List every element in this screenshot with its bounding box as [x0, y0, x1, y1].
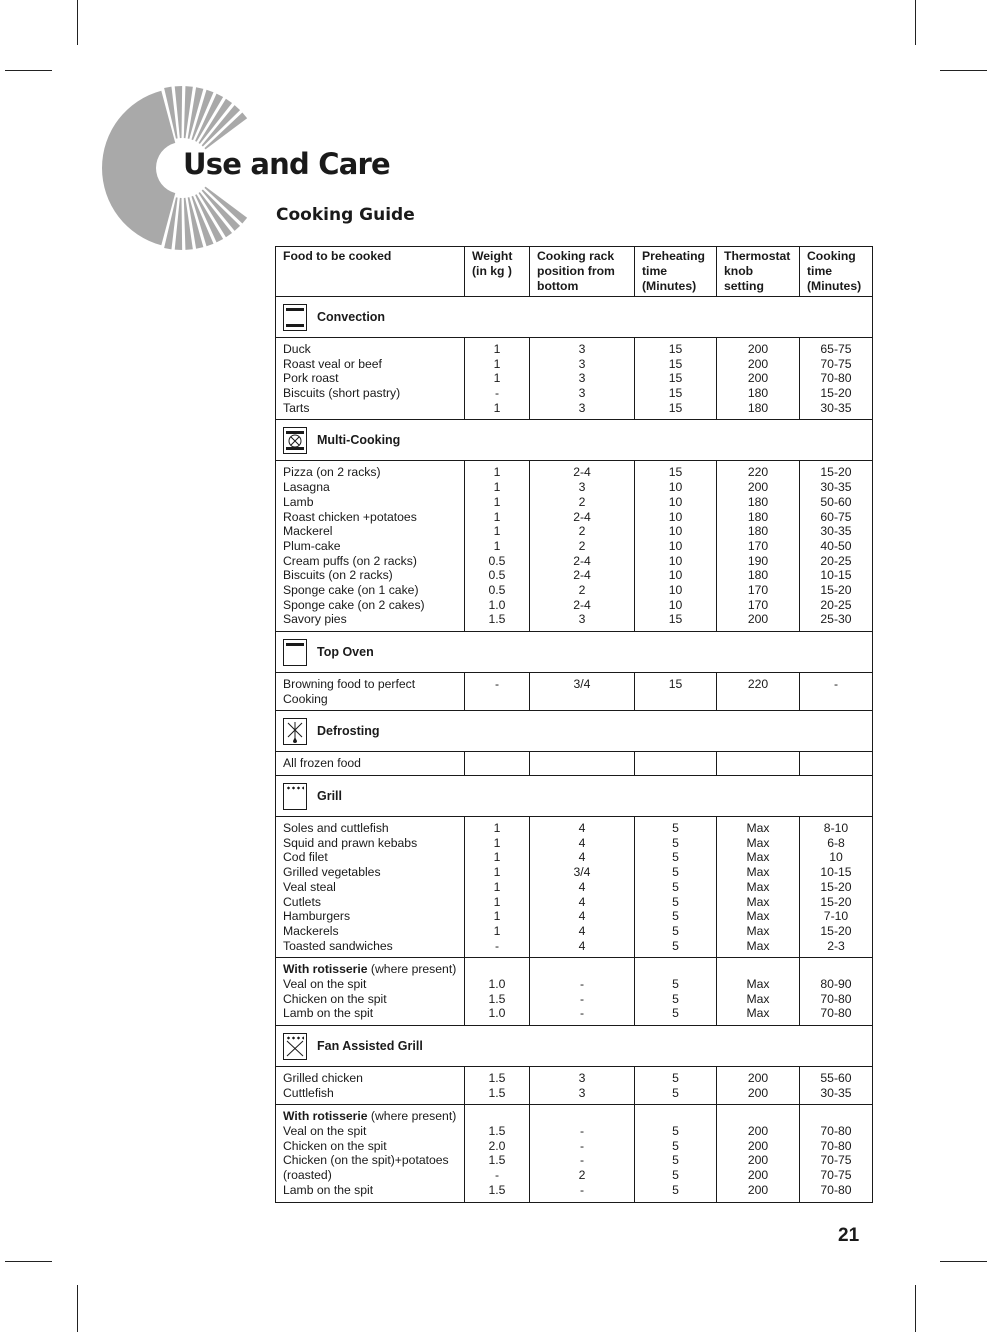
cell-value: 10-15	[820, 865, 852, 880]
cell-value: 170	[747, 582, 769, 597]
cell-value: 3	[578, 371, 586, 386]
fan-grill-icon	[283, 1033, 307, 1060]
data-block-row	[276, 673, 873, 711]
crop-mark	[5, 70, 52, 71]
rotisserie-title: With rotisserie	[283, 1109, 368, 1124]
mode-header-multi-cooking	[276, 420, 873, 461]
cell-value: Max	[746, 821, 770, 836]
defrost-icon	[283, 718, 307, 745]
cell-value: 180	[747, 524, 769, 539]
cell-value: 200	[747, 356, 769, 371]
cell-value: 40-50	[820, 538, 852, 553]
cell-value: 200	[747, 1085, 769, 1100]
cell-value: 10	[668, 509, 683, 524]
cell-value	[717, 692, 799, 707]
food-name: Cutlets	[283, 894, 321, 909]
cell-value: 3	[578, 386, 586, 401]
cell-value: 15	[668, 342, 683, 356]
cell-value: 170	[747, 538, 769, 553]
cell-value: 2-3	[827, 938, 845, 953]
food-name: Mackerel	[283, 524, 333, 539]
cell-value: 3	[578, 1071, 586, 1085]
cell-value: -	[494, 938, 500, 953]
cell-value: 200	[747, 480, 769, 495]
food-name: Pizza (on 2 racks)	[283, 465, 381, 480]
cell-value: 2-4	[573, 568, 591, 583]
data-block-row	[276, 1067, 873, 1105]
cell-value: 1	[493, 494, 501, 509]
cell-value: -	[494, 386, 500, 401]
cell-value: 20-25	[820, 597, 852, 612]
mode-header-fan-grill	[276, 1026, 873, 1067]
cell-value: 1	[493, 879, 501, 894]
cell-value: 20-25	[820, 553, 852, 568]
cell-value: 30-35	[820, 400, 852, 415]
cell-value: 5	[672, 1182, 679, 1197]
cell-value: 1	[493, 821, 501, 836]
cell-value: 70-75	[820, 356, 852, 371]
cell-value: 1	[493, 850, 501, 865]
cell-value: 3	[578, 480, 586, 495]
cell-value: 80-90	[820, 976, 852, 991]
cell-value	[800, 756, 872, 771]
cell-value: Max	[746, 894, 770, 909]
cell-value: 1.5	[488, 1071, 506, 1085]
cell-value: 200	[747, 1138, 769, 1153]
food-name: Chicken (on the spit)+potatoes	[283, 1153, 449, 1168]
food-name: Browning food to perfect	[283, 677, 416, 691]
cell-value: 200	[747, 342, 769, 356]
cell-value: 15	[668, 465, 683, 480]
cell-value: 180	[747, 400, 769, 415]
cell-value: 5	[672, 835, 679, 850]
cell-value: 1	[493, 509, 501, 524]
cell-value: 200	[747, 1124, 769, 1139]
cell-value: -	[579, 976, 585, 991]
cell-value: -	[579, 1124, 585, 1139]
cell-value: 190	[747, 553, 769, 568]
cell-value: 1.0	[488, 976, 506, 991]
food-name: Lasagna	[283, 480, 330, 495]
cell-value: 1.0	[488, 597, 506, 612]
mode-label: Top Oven	[317, 644, 374, 659]
rotisserie-heading	[283, 1109, 460, 1124]
page-title: Use and Care	[183, 147, 390, 181]
data-block-row	[276, 1105, 873, 1202]
mode-label: Fan Assisted Grill	[317, 1038, 423, 1053]
cell-value: 10	[668, 582, 683, 597]
col-header-food: Food to be cooked	[276, 247, 465, 297]
food-name: Grilled chicken	[283, 1071, 363, 1085]
cell-value: 2	[578, 538, 586, 553]
cell-value: 5	[672, 991, 679, 1006]
cell-value: -	[833, 677, 839, 691]
grill-icon	[283, 783, 307, 810]
cell-value: 0.5	[488, 553, 506, 568]
cell-value: -	[494, 1168, 500, 1183]
food-name: Cuttlefish	[283, 1085, 334, 1100]
food-name: Chicken on the spit	[283, 1138, 387, 1153]
cell-value: -	[579, 1182, 585, 1197]
crop-mark	[915, 0, 916, 45]
food-name: (roasted)	[283, 1168, 332, 1183]
cell-value: 4	[578, 894, 586, 909]
cell-value: 70-80	[820, 371, 852, 386]
cell-value: 5	[672, 938, 679, 953]
cell-value: Max	[746, 909, 770, 924]
mode-header-defrosting	[276, 711, 873, 752]
cell-value	[635, 692, 716, 707]
cell-value: 220	[747, 465, 769, 480]
col-header-thermostat: Thermostat knob setting	[717, 247, 800, 297]
cell-value: 5	[672, 821, 679, 836]
cell-value: Max	[746, 976, 770, 991]
food-name: Cream puffs (on 2 racks)	[283, 553, 417, 568]
food-name: Lamb on the spit	[283, 1182, 374, 1197]
mode-label: Multi-Cooking	[317, 433, 401, 448]
food-name: Pork roast	[283, 371, 339, 386]
cell-value: 3/4	[573, 865, 591, 880]
data-block-row	[276, 461, 873, 632]
cell-value: 4	[578, 850, 586, 865]
cell-value: 4	[578, 821, 586, 836]
page-number: 21	[838, 1225, 860, 1246]
cell-value: 200	[747, 1168, 769, 1183]
cell-value: 70-80	[820, 1006, 852, 1021]
food-name: Plum-cake	[283, 538, 341, 553]
cell-value: 180	[747, 494, 769, 509]
cell-value: 10	[668, 597, 683, 612]
food-name: Grilled vegetables	[283, 865, 381, 880]
cell-value: 15-20	[820, 879, 852, 894]
cell-value: 3/4	[573, 677, 591, 691]
cell-value: 65-75	[820, 342, 852, 356]
cell-value: 2-4	[573, 597, 591, 612]
food-name: Veal on the spit	[283, 1124, 367, 1139]
rotisserie-note: (where present)	[367, 1109, 457, 1124]
food-name: Tarts	[283, 400, 310, 415]
cell-value: 1	[493, 865, 501, 880]
cell-value: Max	[746, 850, 770, 865]
cell-value	[800, 692, 872, 707]
food-name: Roast veal or beef	[283, 356, 382, 371]
food-name: Roast chicken +potatoes	[283, 509, 417, 524]
food-name: Lamb	[283, 494, 314, 509]
cell-value: 200	[747, 371, 769, 386]
cell-value	[717, 756, 799, 771]
data-block-row	[276, 817, 873, 958]
cell-value: 2	[578, 582, 586, 597]
cell-value: 4	[578, 879, 586, 894]
crop-mark	[5, 1261, 52, 1262]
cell-value: 15	[668, 612, 683, 627]
food-name: Duck	[283, 342, 311, 356]
data-block-row	[276, 338, 873, 420]
cell-value: -	[494, 677, 500, 691]
cell-value: 5	[672, 894, 679, 909]
cell-value: Max	[746, 879, 770, 894]
cell-value: 15-20	[820, 582, 852, 597]
cell-value: 30-35	[820, 1085, 852, 1100]
mode-header-convection	[276, 297, 873, 338]
cooking-guide-table	[275, 246, 873, 1203]
cell-value: 200	[747, 1071, 769, 1085]
cell-value: 60-75	[820, 509, 852, 524]
cell-value: 15	[668, 356, 683, 371]
cell-value: 2-4	[573, 465, 591, 480]
food-name: Sponge cake (on 2 cakes)	[283, 597, 425, 612]
cell-value: Max	[746, 938, 770, 953]
cell-value: 1	[493, 356, 501, 371]
cell-value: 0.5	[488, 582, 506, 597]
cell-value: 2	[578, 1168, 586, 1183]
cell-value: 5	[672, 850, 679, 865]
col-header-cooktime: Cooking time (Minutes)	[800, 247, 873, 297]
mode-header-top-oven	[276, 632, 873, 673]
cell-value	[530, 692, 634, 707]
food-name: Savory pies	[283, 612, 347, 627]
mode-header-grill	[276, 776, 873, 817]
cell-value: 1.0	[488, 1006, 506, 1021]
food-name: Squid and prawn kebabs	[283, 835, 418, 850]
food-name: Mackerels	[283, 923, 339, 938]
cell-value: 50-60	[820, 494, 852, 509]
convection-icon	[283, 304, 307, 331]
cell-value: 10	[668, 524, 683, 539]
cell-value: 180	[747, 568, 769, 583]
cell-value: Max	[746, 923, 770, 938]
food-name: Hamburgers	[283, 909, 351, 924]
cell-value	[530, 756, 634, 771]
cell-value: 200	[747, 1153, 769, 1168]
cell-value: 15-20	[820, 465, 852, 480]
cell-value: 5	[672, 1071, 679, 1085]
cell-value: 5	[672, 1085, 679, 1100]
cell-value: -	[579, 991, 585, 1006]
cell-value: -	[579, 1138, 585, 1153]
cell-value	[465, 756, 529, 771]
cell-value: 0.5	[488, 568, 506, 583]
table-header-row	[276, 247, 873, 297]
section-title: Cooking Guide	[276, 205, 415, 225]
cell-value: 1	[493, 400, 501, 415]
cell-value: 15-20	[820, 386, 852, 401]
food-name: Lamb on the spit	[283, 1006, 374, 1021]
cell-value: 2	[578, 524, 586, 539]
cell-value: 15	[668, 677, 683, 691]
cell-value: 3	[578, 342, 586, 356]
cell-value: 3	[578, 1085, 586, 1100]
cell-value: 15	[668, 400, 683, 415]
food-name: Cooking	[283, 691, 328, 706]
cell-value: 1.5	[488, 1124, 506, 1139]
cell-value: 1	[493, 909, 501, 924]
cell-value: 1.5	[488, 612, 506, 627]
cell-value: 70-80	[820, 991, 852, 1006]
crop-mark	[915, 1285, 916, 1332]
cell-value: 55-60	[820, 1071, 852, 1085]
cell-value: -	[579, 1006, 585, 1021]
cell-value: 5	[672, 976, 679, 991]
cell-value: 5	[672, 923, 679, 938]
cell-value: 70-75	[820, 1168, 852, 1183]
crop-mark	[940, 70, 987, 71]
food-name: Toasted sandwiches	[283, 938, 393, 953]
food-name: Soles and cuttlefish	[283, 821, 389, 836]
food-name: Veal on the spit	[283, 976, 367, 991]
cell-value: 15-20	[820, 923, 852, 938]
rotisserie-title: With rotisserie	[283, 962, 368, 977]
cell-value: 3	[578, 612, 586, 627]
cell-value: 2	[578, 494, 586, 509]
mode-label: Defrosting	[317, 724, 380, 739]
cell-value: 5	[672, 865, 679, 880]
cell-value: 10	[668, 568, 683, 583]
cell-value: 1	[493, 342, 501, 356]
cell-value: 15	[668, 386, 683, 401]
cell-value: 200	[747, 1182, 769, 1197]
cell-value: 170	[747, 597, 769, 612]
cell-value: 5	[672, 909, 679, 924]
cell-value: 220	[747, 677, 769, 691]
cell-value: 4	[578, 938, 586, 953]
cell-value: 180	[747, 386, 769, 401]
cell-value: Max	[746, 1006, 770, 1021]
cell-value: 6-8	[827, 835, 845, 850]
cell-value: 1	[493, 923, 501, 938]
cell-value: 30-35	[820, 480, 852, 495]
cell-value: 5	[672, 1138, 679, 1153]
cell-value: 1.5	[488, 1153, 506, 1168]
cell-value: 10	[668, 480, 683, 495]
cell-value: 30-35	[820, 524, 852, 539]
cell-value: 3	[578, 400, 586, 415]
data-block-row	[276, 752, 873, 776]
fan-icon	[283, 427, 307, 454]
crop-mark	[77, 0, 78, 45]
cell-value: 10-15	[820, 568, 852, 583]
food-name: Cod filet	[283, 850, 328, 865]
cell-value: 5	[672, 1006, 679, 1021]
cell-value: 1	[493, 465, 501, 480]
crop-mark	[77, 1285, 78, 1332]
cell-value: 4	[578, 909, 586, 924]
cell-value: 25-30	[820, 612, 852, 627]
cell-value	[635, 756, 716, 771]
cell-value: 1.5	[488, 991, 506, 1006]
cell-value: 1.5	[488, 1085, 506, 1100]
cell-value: 70-80	[820, 1182, 852, 1197]
crop-mark	[940, 1261, 987, 1262]
cell-value: Max	[746, 865, 770, 880]
cell-value: 15	[668, 371, 683, 386]
food-name: Chicken on the spit	[283, 991, 387, 1006]
cell-value: 1.5	[488, 1182, 506, 1197]
cell-value: 70-80	[820, 1138, 852, 1153]
cell-value: 15-20	[820, 894, 852, 909]
food-name: Biscuits (short pastry)	[283, 386, 401, 401]
food-name: Biscuits (on 2 racks)	[283, 568, 393, 583]
cell-value: 4	[578, 923, 586, 938]
cell-value: 1	[493, 371, 501, 386]
col-header-weight: Weight (in kg )	[465, 247, 530, 297]
cell-value: Max	[746, 991, 770, 1006]
cell-value: 10	[829, 850, 843, 865]
cell-value: Max	[746, 835, 770, 850]
cell-value: 70-80	[820, 1124, 852, 1139]
cell-value: 5	[672, 1153, 679, 1168]
top-heat-icon	[283, 639, 307, 666]
cell-value: 70-75	[820, 1153, 852, 1168]
food-name: All frozen food	[283, 756, 361, 771]
cell-value: 200	[747, 612, 769, 627]
cell-value: 1	[493, 538, 501, 553]
cell-value: 2-4	[573, 553, 591, 568]
col-header-preheat: Preheating time (Minutes)	[635, 247, 717, 297]
cell-value: 5	[672, 1168, 679, 1183]
rotisserie-note: (where present)	[367, 962, 457, 977]
data-block-row	[276, 958, 873, 1026]
mode-label: Convection	[317, 309, 386, 324]
cell-value: 1	[493, 894, 501, 909]
cell-value: 2-4	[573, 509, 591, 524]
cell-value: 7-10	[823, 909, 849, 924]
cell-value: 10	[668, 538, 683, 553]
cell-value: 1	[493, 835, 501, 850]
food-name: Sponge cake (on 1 cake)	[283, 582, 419, 597]
col-header-rack: Cooking rack position from bottom	[530, 247, 635, 297]
cell-value: 1	[493, 524, 501, 539]
mode-label: Grill	[317, 788, 343, 803]
cell-value: 2.0	[488, 1138, 506, 1153]
cell-value: 8-10	[823, 821, 849, 836]
cell-value: 180	[747, 509, 769, 524]
cell-value	[465, 692, 529, 707]
cell-value: 1	[493, 480, 501, 495]
rotisserie-heading	[283, 962, 460, 977]
cell-value: 10	[668, 494, 683, 509]
cell-value: 3	[578, 356, 586, 371]
cell-value: -	[579, 1153, 585, 1168]
cell-value: 5	[672, 879, 679, 894]
cell-value: 10	[668, 553, 683, 568]
cell-value: 4	[578, 835, 586, 850]
food-name: Veal steal	[283, 879, 336, 894]
cell-value: 5	[672, 1124, 679, 1139]
